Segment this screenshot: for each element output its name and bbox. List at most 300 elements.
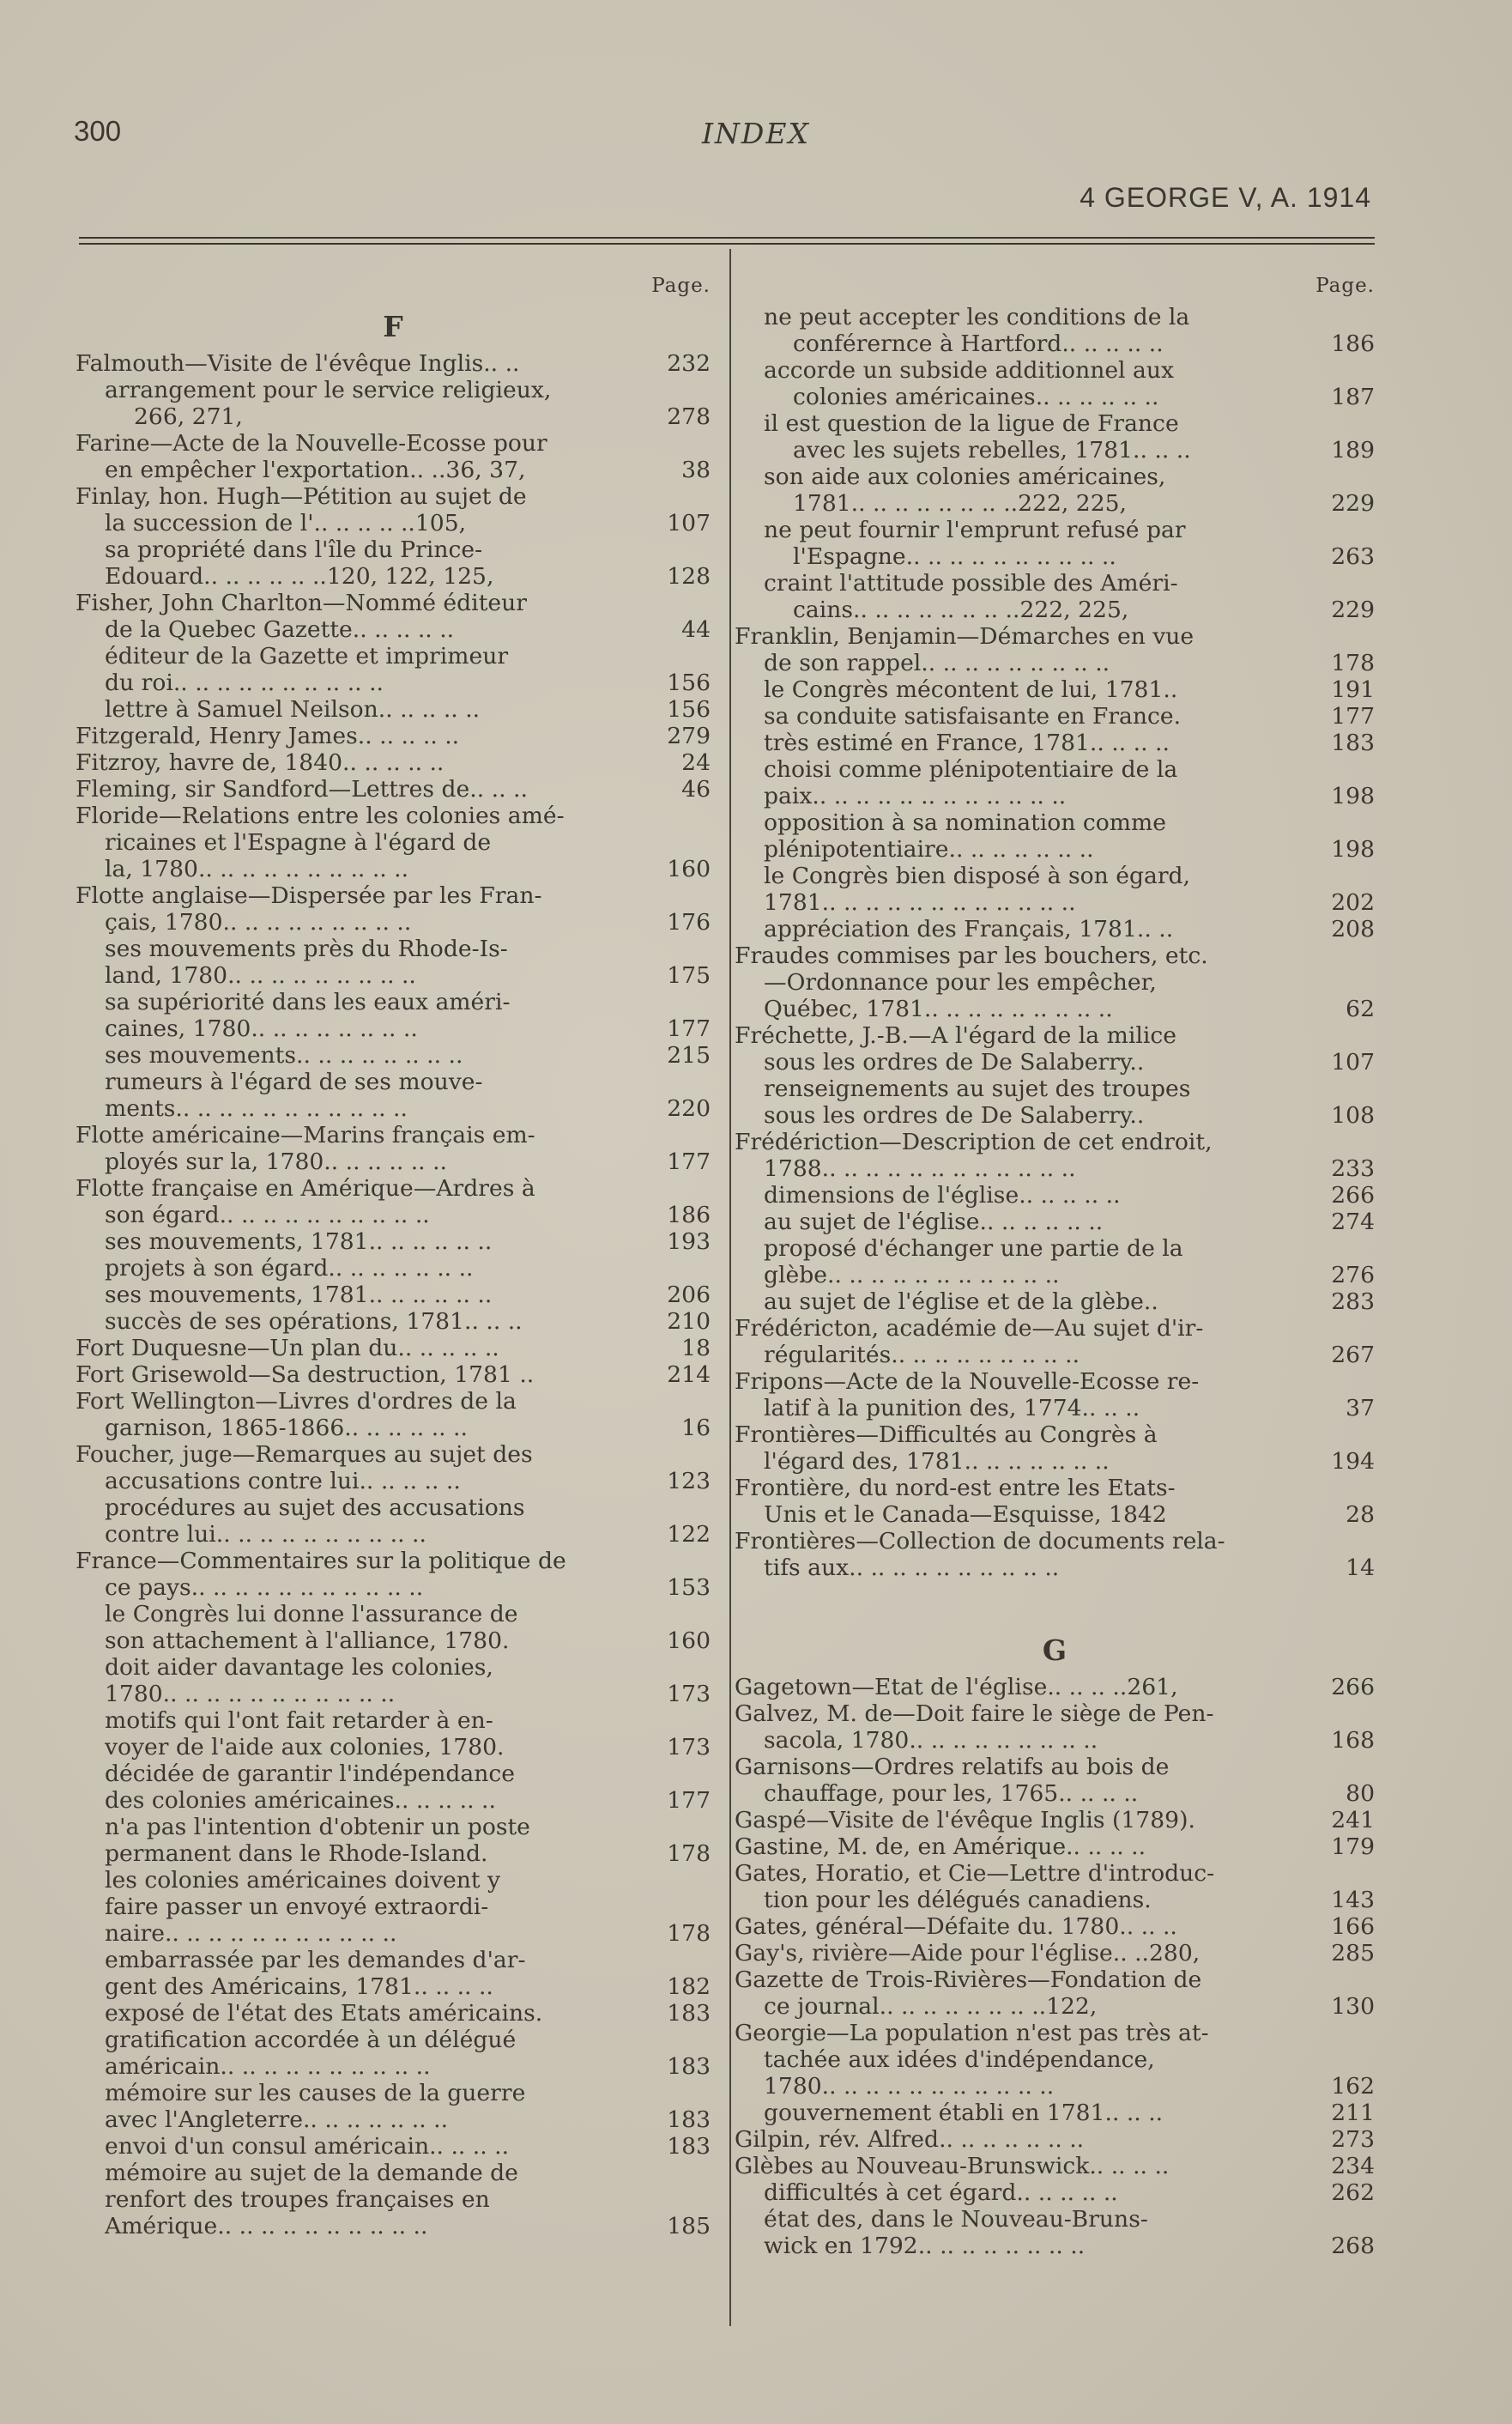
index-line-text: naire.. .. .. .. .. .. .. .. .. .. .. xyxy=(105,1920,397,1947)
index-line xyxy=(76,909,711,936)
index-line xyxy=(76,2106,711,2133)
index-line-page xyxy=(705,1814,711,1840)
index-line-page: 183 xyxy=(1331,730,1375,756)
index-line xyxy=(735,1262,1375,1288)
index-line xyxy=(76,1867,711,1894)
index-line-page xyxy=(1370,2206,1375,2233)
index-line-page: 193 xyxy=(667,1228,711,1255)
index-line xyxy=(76,1787,711,1814)
index-line xyxy=(76,1015,711,1042)
index-line-text: décidée de garantir l'indépendance xyxy=(105,1760,515,1787)
section-gap xyxy=(735,1581,1375,1627)
page-column-label: Page. xyxy=(1315,275,1375,297)
index-line-text: ses mouvements près du Rhode-Is- xyxy=(105,936,508,962)
index-line-text: cains.. .. .. .. .. .. .. ..222, 225, xyxy=(793,597,1129,623)
index-line-page: 80 xyxy=(1346,1780,1375,1807)
index-line xyxy=(735,490,1375,517)
index-line-page xyxy=(1370,1475,1375,1501)
index-line-text: Finlay, hon. Hugh—Pétition au sujet de xyxy=(76,483,527,510)
index-line xyxy=(76,1521,711,1548)
index-line-page: 211 xyxy=(1331,2100,1375,2126)
index-line-text: Edouard.. .. .. .. .. ..120, 122, 125, xyxy=(105,563,494,590)
index-line-page xyxy=(705,1894,711,1920)
index-line-page: 191 xyxy=(1331,676,1375,703)
index-line xyxy=(76,1282,711,1308)
index-line-page xyxy=(705,1947,711,1973)
index-line-page: 189 xyxy=(1331,437,1375,464)
index-line xyxy=(76,1148,711,1175)
index-line xyxy=(735,1966,1375,1993)
index-line-text: la, 1780.. .. .. .. .. .. .. .. .. .. xyxy=(105,856,409,882)
index-line-page: 107 xyxy=(1331,1049,1375,1076)
index-line-text: glèbe.. .. .. .. .. .. .. .. .. .. .. xyxy=(764,1262,1060,1288)
index-line xyxy=(735,1833,1375,1860)
index-line-text: gouvernement établi en 1781.. .. .. xyxy=(764,2100,1164,2126)
index-line-text: Georgie—La population n'est pas très at- xyxy=(735,2020,1209,2046)
index-line-text: gratification accordée à un délégué xyxy=(105,2027,517,2053)
index-line-page: 234 xyxy=(1331,2153,1375,2179)
index-line-page: 285 xyxy=(1331,1940,1375,1966)
index-line xyxy=(735,1501,1375,1528)
index-line-page: 202 xyxy=(1331,889,1375,916)
index-line-text: gent des Américains, 1781.. .. .. .. xyxy=(105,1973,493,2000)
index-line-page: 278 xyxy=(667,403,711,430)
index-line-page xyxy=(705,1122,711,1148)
index-line-text: il est question de la ligue de France xyxy=(764,410,1179,437)
index-line xyxy=(76,1654,711,1681)
index-line-text: sacola, 1780.. .. .. .. .. .. .. .. .. xyxy=(764,1727,1098,1754)
index-line-page: 206 xyxy=(667,1282,711,1308)
index-line-page: 44 xyxy=(681,616,711,643)
index-line-page: 173 xyxy=(667,1681,711,1707)
index-line-page xyxy=(705,803,711,829)
index-line-text: ses mouvements.. .. .. .. .. .. .. .. xyxy=(105,1042,463,1069)
index-line xyxy=(76,989,711,1015)
index-line xyxy=(735,2206,1375,2233)
index-line-text: Unis et le Canada—Esquisse, 1842 xyxy=(764,1501,1167,1528)
index-line xyxy=(735,1700,1375,1727)
index-line-page xyxy=(705,1494,711,1521)
index-line-text: Galvez, M. de—Doit faire le siège de Pen- xyxy=(735,1700,1214,1727)
index-line-page xyxy=(1370,1966,1375,1993)
index-line xyxy=(76,1468,711,1494)
index-line xyxy=(735,676,1375,703)
header-rule-bottom xyxy=(79,243,1375,245)
index-line-page: 179 xyxy=(1331,1833,1375,1860)
right-column xyxy=(735,275,1375,2259)
index-line-text: régularités.. .. .. .. .. .. .. .. .. xyxy=(764,1342,1080,1368)
index-line-text: Fraudes commises par les bouchers, etc. xyxy=(735,942,1208,969)
index-line-text: Fitzgerald, Henry James.. .. .. .. .. xyxy=(76,723,460,749)
index-line-page xyxy=(705,1441,711,1468)
index-line xyxy=(76,1681,711,1707)
index-line xyxy=(76,2160,711,2186)
index-line-text: 1780.. .. .. .. .. .. .. .. .. .. .. xyxy=(105,1681,396,1707)
index-line xyxy=(735,464,1375,490)
index-line-text: garnison, 1865-1866.. .. .. .. .. .. xyxy=(105,1415,468,1441)
index-line-page: 175 xyxy=(667,962,711,989)
index-line xyxy=(76,1494,711,1521)
index-line-text: Flotte américaine—Marins français em- xyxy=(76,1122,535,1148)
index-line-page xyxy=(705,1867,711,1894)
index-line xyxy=(735,623,1375,650)
index-line xyxy=(735,2020,1375,2046)
index-line-page: 187 xyxy=(1331,384,1375,410)
index-line-text: latif à la punition des, 1774.. .. .. xyxy=(764,1395,1140,1421)
index-line xyxy=(76,1601,711,1627)
index-line xyxy=(76,590,711,616)
index-line-text: —Ordonnance pour les empêcher, xyxy=(764,969,1157,996)
index-line-text: craint l'attitude possible des Améri- xyxy=(764,570,1178,597)
index-line-page: 283 xyxy=(1331,1288,1375,1315)
index-line-text: Gates, général—Défaite du. 1780.. .. .. xyxy=(735,1913,1177,1940)
index-line xyxy=(735,1315,1375,1342)
index-line xyxy=(735,1129,1375,1155)
index-line-text: 1781.. .. .. .. .. .. .. .. .. .. .. .. xyxy=(764,889,1076,916)
index-line-page xyxy=(705,590,711,616)
session-label: 4 GEORGE V, A. 1914 xyxy=(1080,182,1371,213)
index-line xyxy=(735,2153,1375,2179)
index-line-text: américain.. .. .. .. .. .. .. .. .. .. xyxy=(105,2053,431,2080)
index-line-text: Farine—Acte de la Nouvelle-Ecosse pour xyxy=(76,430,547,457)
index-line-page: 266 xyxy=(1331,1674,1375,1700)
index-line-page xyxy=(1370,2020,1375,2046)
index-line-page: 28 xyxy=(1346,1501,1375,1528)
index-line-text: Floride—Relations entre les colonies amé- xyxy=(76,803,565,829)
index-line xyxy=(76,536,711,563)
index-line-text: Fort Grisewold—Sa destruction, 1781 .. xyxy=(76,1361,535,1388)
index-line-text: rumeurs à l'égard de ses mouve- xyxy=(105,1069,483,1095)
index-line-text: Frontière, du nord-est entre les Etats- xyxy=(735,1475,1176,1501)
index-line-page: 177 xyxy=(1331,703,1375,730)
index-line-page xyxy=(1370,756,1375,783)
index-line-text: de son rappel.. .. .. .. .. .. .. .. .. xyxy=(764,650,1110,676)
index-line-text: opposition à sa nomination comme xyxy=(764,809,1166,836)
index-line xyxy=(76,1122,711,1148)
index-line xyxy=(735,357,1375,384)
index-line-text: tion pour les délégués canadiens. xyxy=(764,1887,1152,1913)
index-line xyxy=(735,703,1375,730)
index-line-page: 186 xyxy=(667,1202,711,1228)
index-line-page: 185 xyxy=(667,2213,711,2239)
index-line-text: embarrassée par les demandes d'ar- xyxy=(105,1947,526,1973)
index-line xyxy=(735,1528,1375,1554)
index-line-page xyxy=(705,936,711,962)
index-line-page xyxy=(705,829,711,856)
index-line-text: l'Espagne.. .. .. .. .. .. .. .. .. .. xyxy=(793,543,1116,570)
index-line xyxy=(76,1228,711,1255)
index-line xyxy=(76,1042,711,1069)
index-line-text: son attachement à l'alliance, 1780. xyxy=(105,1627,510,1654)
index-line-text: tachée aux idées d'indépendance, xyxy=(764,2046,1155,2073)
index-line-page: 177 xyxy=(667,1787,711,1814)
index-line-page xyxy=(1370,1129,1375,1155)
index-line-page: 162 xyxy=(1331,2073,1375,2100)
index-line-page: 198 xyxy=(1331,783,1375,809)
index-line-text: Gazette de Trois-Rivières—Fondation de xyxy=(735,1966,1202,1993)
index-line xyxy=(735,1754,1375,1780)
index-line xyxy=(735,1102,1375,1129)
index-line-page xyxy=(705,483,711,510)
index-line-text: au sujet de l'église.. .. .. .. .. .. xyxy=(764,1209,1104,1235)
index-line-text: choisi comme plénipotentiaire de la xyxy=(764,756,1178,783)
index-line-text: Garnisons—Ordres relatifs au bois de xyxy=(735,1754,1170,1780)
index-line-text: appréciation des Français, 1781.. .. xyxy=(764,916,1174,942)
index-line-text: le Congrès lui donne l'assurance de xyxy=(105,1601,518,1627)
index-line-text: le Congrès mécontent de lui, 1781.. xyxy=(764,676,1178,703)
index-line-text: Gay's, rivière—Aide pour l'église.. ..280, xyxy=(735,1940,1201,1966)
index-line xyxy=(76,1947,711,1973)
index-line-text: doit aider davantage les colonies, xyxy=(105,1654,493,1681)
index-line-page: 182 xyxy=(667,1973,711,2000)
index-line xyxy=(735,2100,1375,2126)
index-line xyxy=(735,730,1375,756)
index-line-text: Foucher, juge—Remarques au sujet des xyxy=(76,1441,533,1468)
index-line-page: 241 xyxy=(1331,1807,1375,1833)
index-line xyxy=(76,1707,711,1734)
index-line-page: 156 xyxy=(667,696,711,723)
index-line-page: 122 xyxy=(667,1521,711,1548)
index-line-text: tifs aux.. .. .. .. .. .. .. .. .. .. xyxy=(764,1554,1060,1581)
index-line-text: contre lui.. .. .. .. .. .. .. .. .. .. xyxy=(105,1521,426,1548)
index-line-page: 178 xyxy=(667,1920,711,1947)
index-line xyxy=(76,616,711,643)
page-column-label: Page. xyxy=(651,275,711,297)
index-line xyxy=(735,2073,1375,2100)
index-line xyxy=(76,457,711,483)
index-line-page xyxy=(1370,942,1375,969)
index-line-text: sa propriété dans l'île du Prince- xyxy=(105,536,483,563)
index-line-page: 183 xyxy=(667,2000,711,2027)
index-line-text: lettre à Samuel Neilson.. .. .. .. .. xyxy=(105,696,481,723)
index-line-page: 128 xyxy=(667,563,711,590)
index-line-page xyxy=(1370,304,1375,330)
index-line-text: 1781.. .. .. .. .. .. .. ..222, 225, xyxy=(793,490,1127,517)
index-line xyxy=(76,1814,711,1840)
index-line xyxy=(735,2179,1375,2206)
index-line xyxy=(76,1308,711,1335)
index-line-text: Gaspé—Visite de l'évêque Inglis (1789). xyxy=(735,1807,1195,1833)
index-line-page xyxy=(705,1654,711,1681)
index-line-page xyxy=(705,2186,711,2213)
index-line-page xyxy=(705,377,711,403)
index-line-page: 108 xyxy=(1331,1102,1375,1129)
index-line-text: çais, 1780.. .. .. .. .. .. .. .. .. xyxy=(105,909,412,936)
index-line-page: 46 xyxy=(681,776,711,803)
index-line-page xyxy=(1370,2046,1375,2073)
index-line xyxy=(76,1361,711,1388)
index-line-page xyxy=(705,2027,711,2053)
index-line xyxy=(76,643,711,670)
index-line-page: 14 xyxy=(1346,1554,1375,1581)
index-line xyxy=(76,1973,711,2000)
index-line xyxy=(735,1993,1375,2020)
index-line-text: difficultés à cet égard.. .. .. .. .. xyxy=(764,2179,1118,2206)
index-line-page: 177 xyxy=(667,1148,711,1175)
index-line-text: renfort des troupes françaises en xyxy=(105,2186,490,2213)
index-line-page: 198 xyxy=(1331,836,1375,863)
index-line xyxy=(735,304,1375,330)
index-line-text: Gagetown—Etat de l'église.. .. .. ..261, xyxy=(735,1674,1178,1700)
index-line-page: 38 xyxy=(681,457,711,483)
index-line-text: chauffage, pour les, 1765.. .. .. .. xyxy=(764,1780,1139,1807)
index-line xyxy=(735,1288,1375,1315)
index-line-page: 160 xyxy=(667,1627,711,1654)
index-line xyxy=(735,410,1375,437)
index-line-page: 178 xyxy=(667,1840,711,1867)
index-line-page: 153 xyxy=(667,1574,711,1601)
index-line xyxy=(735,1727,1375,1754)
index-line-page xyxy=(1370,1022,1375,1049)
index-line xyxy=(76,829,711,856)
index-line xyxy=(76,749,711,776)
index-line xyxy=(735,650,1375,676)
index-line-page xyxy=(1370,1315,1375,1342)
index-line xyxy=(76,2053,711,2080)
index-line-text: ses mouvements, 1781.. .. .. .. .. .. xyxy=(105,1228,493,1255)
column-divider xyxy=(729,249,731,2326)
index-line-text: au sujet de l'église et de la glèbe.. xyxy=(764,1288,1158,1315)
index-line-page xyxy=(1370,1754,1375,1780)
index-line-text: ployés sur la, 1780.. .. .. .. .. .. xyxy=(105,1148,447,1175)
index-line-text: son aide aux colonies américaines, xyxy=(764,464,1166,490)
index-line-text: l'égard des, 1781.. .. .. .. .. .. .. xyxy=(764,1448,1110,1475)
index-line-text: Gastine, M. de, en Amérique.. .. .. .. xyxy=(735,1833,1146,1860)
index-line-page: 168 xyxy=(1331,1727,1375,1754)
index-line xyxy=(735,330,1375,357)
index-line xyxy=(76,1920,711,1947)
index-line xyxy=(76,776,711,803)
index-line-text: arrangement pour le service religieux, xyxy=(105,377,552,403)
index-line xyxy=(76,962,711,989)
index-line-page: 107 xyxy=(667,510,711,536)
index-line-text: ses mouvements, 1781.. .. .. .. .. .. xyxy=(105,1282,493,1308)
index-line-text: Fitzroy, havre de, 1840.. .. .. .. .. xyxy=(76,749,445,776)
index-line-text: land, 1780.. .. .. .. .. .. .. .. .. xyxy=(105,962,416,989)
index-line-text: Frontières—Difficultés au Congrès à xyxy=(735,1421,1158,1448)
index-line-text: wick en 1792.. .. .. .. .. .. .. .. xyxy=(764,2233,1086,2259)
index-line-text: Fripons—Acte de la Nouvelle-Ecosse re- xyxy=(735,1368,1200,1395)
index-line-text: Frédériction—Description de cet endroit, xyxy=(735,1129,1213,1155)
index-line xyxy=(735,1674,1375,1700)
index-line-page: 62 xyxy=(1346,996,1375,1022)
index-line-page: 123 xyxy=(667,1468,711,1494)
index-line-text: Fort Duquesne—Un plan du.. .. .. .. .. xyxy=(76,1335,499,1361)
index-line xyxy=(735,1860,1375,1887)
index-line-page: 143 xyxy=(1331,1887,1375,1913)
index-line xyxy=(76,1734,711,1760)
index-line-page: 176 xyxy=(667,909,711,936)
index-line xyxy=(76,723,711,749)
index-line-text: renseignements au sujet des troupes xyxy=(764,1076,1191,1102)
index-line-page xyxy=(1370,410,1375,437)
index-line-page xyxy=(705,882,711,909)
index-line-text: exposé de l'état des Etats américains. xyxy=(105,2000,543,2027)
index-line xyxy=(735,889,1375,916)
index-line-text: sous les ordres de De Salaberry.. xyxy=(764,1049,1145,1076)
header-rule-top xyxy=(79,237,1375,239)
index-line xyxy=(735,1235,1375,1262)
index-line-text: France—Commentaires sur la politique de xyxy=(76,1548,566,1574)
index-line xyxy=(735,1940,1375,1966)
page-title: INDEX xyxy=(702,117,810,150)
index-line-text: Falmouth—Visite de l'évêque Inglis.. .. xyxy=(76,350,520,377)
index-line-page: 276 xyxy=(1331,1262,1375,1288)
index-line-page xyxy=(1370,1860,1375,1887)
index-line xyxy=(76,2027,711,2053)
index-line xyxy=(76,1894,711,1920)
index-line-text: du roi.. .. .. .. .. .. .. .. .. .. xyxy=(105,670,384,696)
index-line-text: Frontières—Collection de documents rela- xyxy=(735,1528,1225,1554)
index-line-text: Amérique.. .. .. .. .. .. .. .. .. .. xyxy=(105,2213,428,2239)
index-line-text: dimensions de l'église.. .. .. .. .. xyxy=(764,1182,1121,1209)
index-line xyxy=(735,2126,1375,2153)
index-line-text: permanent dans le Rhode-Island. xyxy=(105,1840,488,1867)
index-line-page: 232 xyxy=(667,350,711,377)
section-letter-g: G xyxy=(1042,1633,1067,1667)
index-line xyxy=(76,1441,711,1468)
index-line-page: 262 xyxy=(1331,2179,1375,2206)
index-line-page xyxy=(1370,1076,1375,1102)
index-line-text: Frédéricton, académie de—Au sujet d'ir- xyxy=(735,1315,1204,1342)
index-line-text: avec l'Angleterre.. .. .. .. .. .. .. xyxy=(105,2106,449,2133)
index-entries-left xyxy=(76,350,711,2239)
index-line-page xyxy=(1370,1421,1375,1448)
index-line-text: motifs qui l'ont fait retarder à en- xyxy=(105,1707,493,1734)
index-line xyxy=(735,517,1375,543)
index-line-page xyxy=(1370,623,1375,650)
index-line-page: 186 xyxy=(1331,330,1375,357)
index-line-text: en empêcher l'exportation.. ..36, 37, xyxy=(105,457,526,483)
index-line-page: 268 xyxy=(1331,2233,1375,2259)
index-line-text: des colonies américaines.. .. .. .. .. xyxy=(105,1787,496,1814)
index-line-text: état des, dans le Nouveau-Bruns- xyxy=(764,2206,1148,2233)
index-line-page xyxy=(705,430,711,457)
index-line-text: succès de ses opérations, 1781.. .. .. xyxy=(105,1308,523,1335)
index-line-page: 183 xyxy=(667,2053,711,2080)
index-line xyxy=(735,1807,1375,1833)
index-line xyxy=(76,1095,711,1122)
index-line-text: proposé d'échanger une partie de la xyxy=(764,1235,1183,1262)
index-line-page xyxy=(705,1601,711,1627)
index-line-text: avec les sujets rebelles, 1781.. .. .. xyxy=(793,437,1191,464)
index-line-text: mémoire au sujet de la demande de xyxy=(105,2160,518,2186)
index-line-page: 210 xyxy=(667,1308,711,1335)
index-line xyxy=(735,384,1375,410)
index-line-page: 194 xyxy=(1331,1448,1375,1475)
index-line xyxy=(735,863,1375,889)
index-line xyxy=(735,2233,1375,2259)
index-line-page xyxy=(1370,357,1375,384)
index-line-page xyxy=(1370,809,1375,836)
index-line-text: les colonies américaines doivent y xyxy=(105,1867,501,1894)
index-line-text: Fréchette, J.-B.—A l'égard de la milice xyxy=(735,1022,1176,1049)
left-column xyxy=(76,275,711,2239)
index-line xyxy=(76,2080,711,2106)
index-line-page: 279 xyxy=(667,723,711,749)
index-line xyxy=(735,783,1375,809)
index-line-text: plénipotentiaire.. .. .. .. .. .. .. xyxy=(764,836,1094,863)
index-line-text: colonies américaines.. .. .. .. .. .. xyxy=(793,384,1159,410)
index-line-text: Gates, Horatio, et Cie—Lettre d'introduc- xyxy=(735,1860,1215,1887)
index-line xyxy=(735,1022,1375,1049)
index-line xyxy=(735,543,1375,570)
index-line-page xyxy=(705,1388,711,1415)
index-line-text: Flotte française en Amérique—Ardres à xyxy=(76,1175,535,1202)
index-line-page xyxy=(705,1175,711,1202)
index-line-text: paix.. .. .. .. .. .. .. .. .. .. .. .. xyxy=(764,783,1067,809)
index-line xyxy=(76,483,711,510)
